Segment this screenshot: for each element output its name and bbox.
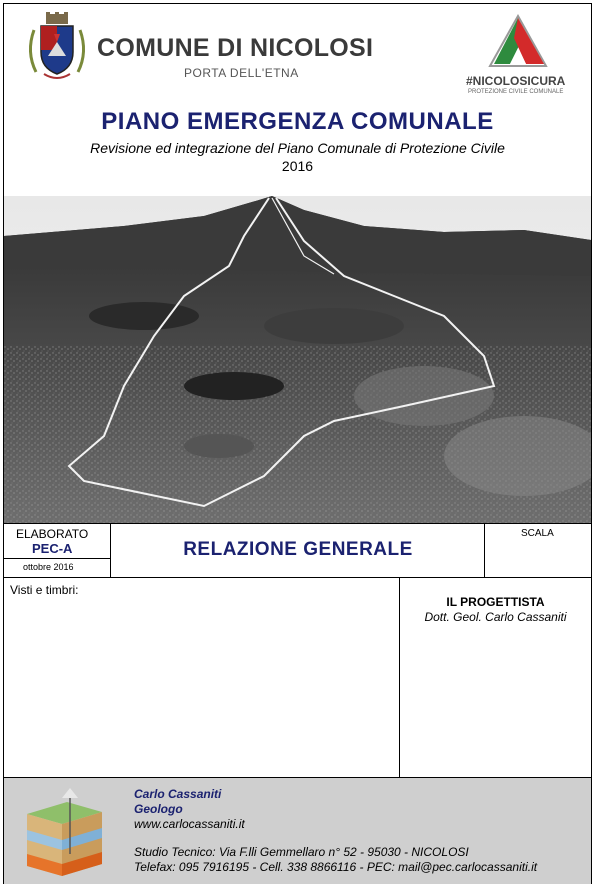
divider xyxy=(4,577,591,578)
footer-contacts: Telefax: 095 7916195 - Cell. 338 8866116 - PEC: mail@pec.carlocassaniti.it xyxy=(134,860,538,874)
divider xyxy=(4,558,110,559)
document-section-title: RELAZIONE GENERALE xyxy=(183,539,413,560)
header xyxy=(4,4,591,104)
divider xyxy=(4,523,591,524)
elaborato-label: ELABORATO xyxy=(16,527,89,541)
footer-website[interactable]: www.carlocassaniti.it xyxy=(134,817,245,831)
footer-address: Studio Tecnico: Via F.lli Gemmellaro n° 52 - 95030 - NICOLOSI xyxy=(134,845,469,859)
hashtag-label: #NICOLOSICURA xyxy=(466,74,566,88)
geology-block-icon xyxy=(22,784,107,879)
nicolosicura-logo-icon xyxy=(488,14,548,69)
document-year: 2016 xyxy=(281,158,314,174)
footer-profession: Geologo xyxy=(134,802,183,816)
designer-name: Dott. Geol. Carlo Cassaniti xyxy=(424,610,567,624)
divider xyxy=(110,523,111,577)
scale-label: SCALA xyxy=(521,528,554,539)
aerial-volcano-photo xyxy=(4,196,591,523)
stamps-label: Visti e timbri: xyxy=(10,583,79,597)
designer-heading: IL PROGETTISTA xyxy=(446,595,545,609)
municipality-name: COMUNE DI NICOLOSI xyxy=(97,34,374,62)
document-subtitle: Revisione ed integrazione del Piano Comunale di Protezione Civile xyxy=(90,140,505,156)
document-main-title: PIANO EMERGENZA COMUNALE xyxy=(101,108,494,135)
hashtag-subtitle: PROTEZIONE CIVILE COMUNALE xyxy=(468,89,564,95)
footer xyxy=(4,777,591,884)
divider xyxy=(484,523,485,577)
municipality-subtitle: PORTA DELL'ETNA xyxy=(184,66,299,80)
footer-name: Carlo Cassaniti xyxy=(134,787,222,801)
elaborato-code: PEC-A xyxy=(32,541,73,556)
coat-of-arms-icon xyxy=(24,12,90,84)
document-date: ottobre 2016 xyxy=(23,562,74,572)
